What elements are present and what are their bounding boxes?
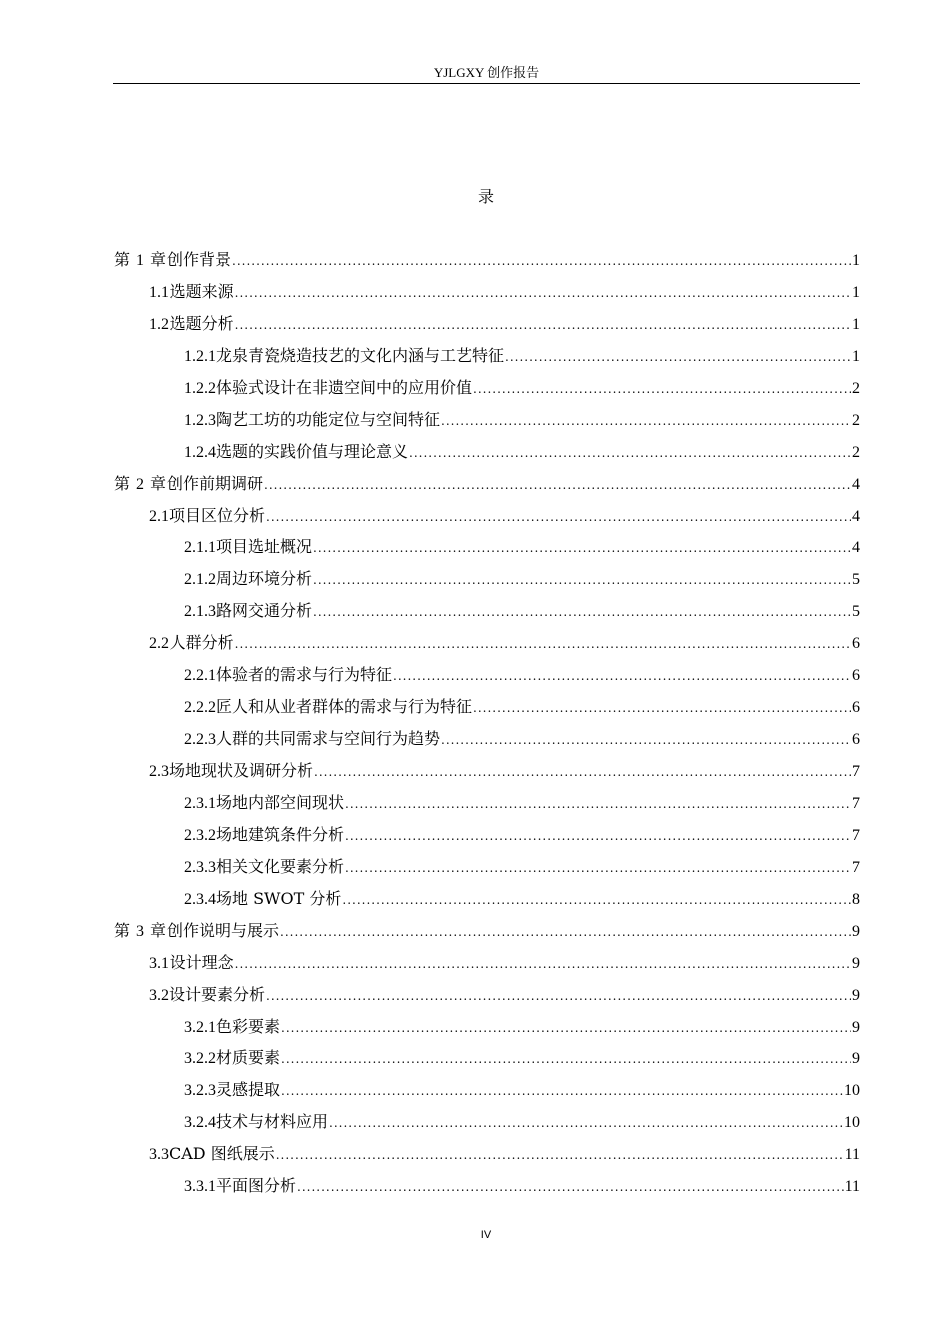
toc-entry-title: 匠人和从业者群体的需求与行为特征: [216, 697, 473, 717]
toc-entry[interactable]: [114, 1011, 860, 1043]
toc-entry[interactable]: [114, 723, 860, 755]
dot-leader: [345, 789, 851, 821]
toc-entry-number: 3.2.1: [184, 1018, 216, 1036]
dot-leader: [345, 821, 851, 853]
toc-entry[interactable]: [114, 244, 860, 276]
toc-entry-number: 2.1.2: [184, 571, 216, 589]
dot-leader: [235, 278, 851, 310]
toc-entry-page: 4: [852, 507, 860, 525]
toc-entry[interactable]: [114, 1042, 860, 1074]
dot-leader: [281, 1076, 843, 1108]
toc-entry-title: 项目选址概况: [216, 537, 313, 557]
toc-entry-page: 1: [852, 347, 860, 365]
toc-entry-title: 场地 SWOT 分析: [216, 888, 342, 908]
toc-entry-title: 创作前期调研: [167, 473, 264, 493]
dot-leader: [441, 406, 851, 438]
toc-entry-title: 相关文化要素分析: [216, 856, 345, 876]
toc-entry-page: 1: [852, 315, 860, 333]
toc-entry-number: 2.2: [149, 635, 169, 653]
toc-entry-title: 创作说明与展示: [167, 920, 280, 940]
dot-leader: [266, 502, 851, 534]
toc-entry-number: 1.2: [149, 315, 169, 333]
toc-entry[interactable]: [114, 468, 860, 500]
toc-entry-page: 1: [852, 283, 860, 301]
toc-entry-page: 2: [852, 443, 860, 461]
page-number-footer: IV: [480, 1229, 492, 1241]
toc-entry-page: 7: [852, 826, 860, 844]
toc-entry[interactable]: [114, 755, 860, 787]
dot-leader: [473, 693, 851, 725]
toc-entry-page: 9: [852, 1050, 860, 1068]
toc-entry-number: 2.3.3: [184, 858, 216, 876]
toc-entry[interactable]: [114, 659, 860, 691]
toc-entry-number: 2.3: [149, 763, 169, 780]
toc-entry-page: 1: [852, 252, 860, 269]
dot-leader: [280, 917, 851, 949]
toc-entry-title: 项目区位分析: [169, 505, 266, 525]
toc-entry[interactable]: [114, 563, 860, 595]
toc-entry-page: 5: [852, 603, 860, 621]
toc-entry[interactable]: [114, 404, 860, 436]
dot-leader: [313, 565, 851, 597]
toc-entry-number: 1.2.2: [184, 379, 216, 397]
toc-entry-title: 龙泉青瓷烧造技艺的文化内涵与工艺特征: [216, 345, 505, 365]
toc-entry[interactable]: [114, 819, 860, 851]
toc-entry-number: 1.2.3: [184, 411, 216, 429]
toc-entry[interactable]: [114, 787, 860, 819]
toc-entry-page: 10: [844, 1114, 860, 1132]
toc-entry-page: 2: [852, 411, 860, 429]
toc-entry-number: 第 1 章: [114, 252, 168, 269]
toc-entry-title: 周边环境分析: [216, 569, 313, 589]
toc-entry[interactable]: [114, 851, 860, 883]
toc-entry[interactable]: [114, 1138, 860, 1170]
page-header: YJLGXY 创作报告: [433, 65, 540, 80]
dot-leader: [342, 885, 851, 917]
toc-entry[interactable]: [114, 883, 860, 915]
toc-entry-title: 场地现状及调研分析: [169, 761, 314, 780]
toc-entry[interactable]: [114, 340, 860, 372]
dot-leader: [393, 661, 851, 693]
toc-entry-number: 第 2 章: [114, 475, 168, 493]
toc-entry-number: 3.2.2: [184, 1050, 216, 1068]
toc-entry-number: 2.2.1: [184, 667, 216, 685]
toc-entry[interactable]: [114, 531, 860, 563]
header-divider: [113, 83, 860, 84]
toc-entry-number: 1.2.1: [184, 347, 216, 365]
toc-entry-number: 3.3.1: [184, 1178, 216, 1196]
toc-entry-number: 1.1: [149, 283, 169, 301]
toc-entry-title: 人群的共同需求与空间行为趋势: [216, 729, 441, 749]
dot-leader: [505, 342, 851, 374]
dot-leader: [314, 757, 851, 789]
dot-leader: [235, 949, 851, 981]
toc-entry[interactable]: [114, 1074, 860, 1106]
toc-entry-number: 2.1.3: [184, 603, 216, 621]
toc-entry-page: 10: [844, 1082, 860, 1100]
toc-entry[interactable]: [114, 979, 860, 1011]
toc-entry-title: 人群分析: [169, 633, 234, 653]
toc-entry[interactable]: [114, 595, 860, 627]
dot-leader: [232, 246, 851, 278]
toc-entry-number: 2.3.1: [184, 794, 216, 812]
toc-entry-page: 7: [852, 858, 860, 876]
toc-entry-title: 平面图分析: [216, 1176, 297, 1196]
toc-entry-number: 2.1.1: [184, 539, 216, 557]
toc-entry-title: 材质要素: [216, 1048, 281, 1068]
dot-leader: [266, 981, 851, 1013]
dot-leader: [345, 853, 851, 885]
toc-entry-page: 8: [852, 890, 860, 908]
dot-leader: [235, 310, 851, 342]
toc-entry-title: 场地内部空间现状: [216, 792, 345, 812]
toc-entry-page: 2: [852, 379, 860, 397]
toc-entry-page: 7: [852, 794, 860, 812]
toc-entry-number: 2.2.2: [184, 699, 216, 717]
toc-entry-number: 3.1: [149, 954, 169, 972]
toc-entry-page: 9: [852, 986, 860, 1004]
toc-entry-title: 体验式设计在非遗空间中的应用价值: [216, 377, 473, 397]
toc-entry-page: 4: [852, 539, 860, 557]
toc-entry-number: 2.3.2: [184, 826, 216, 844]
toc-entry-number: 3.2: [149, 986, 169, 1004]
toc-entry-title: 设计理念: [169, 952, 234, 972]
toc-entry-title: CAD 图纸展示: [169, 1144, 275, 1164]
toc-entry-title: 体验者的需求与行为特征: [216, 665, 393, 685]
toc-entry[interactable]: [114, 500, 860, 532]
dot-leader: [313, 597, 851, 629]
toc-entry-number: 3.2.4: [184, 1114, 216, 1132]
dot-leader: [281, 1013, 851, 1045]
toc-entry-page: 5: [852, 571, 860, 589]
toc-entry-number: 2.2.3: [184, 731, 216, 749]
dot-leader: [235, 629, 851, 661]
dot-leader: [313, 533, 851, 565]
toc-entry-title: 创作背景: [167, 250, 232, 269]
toc-entry[interactable]: [114, 691, 860, 723]
toc-entry[interactable]: [114, 436, 860, 468]
toc-entry-title: 场地建筑条件分析: [216, 824, 345, 844]
table-of-contents: [114, 244, 860, 1202]
dot-leader: [329, 1108, 843, 1140]
toc-entry-title: 选题来源: [169, 281, 234, 301]
toc-entry-number: 2.1: [149, 507, 169, 525]
toc-entry-page: 11: [844, 1178, 860, 1196]
dot-leader: [276, 1140, 844, 1172]
dot-leader: [297, 1172, 844, 1204]
toc-entry[interactable]: [114, 308, 860, 340]
dot-leader: [409, 438, 851, 470]
toc-entry-number: 1.2.4: [184, 443, 216, 461]
dot-leader: [281, 1044, 851, 1076]
toc-entry-page: 6: [852, 667, 860, 685]
toc-entry-title: 选题的实践价值与理论意义: [216, 441, 409, 461]
toc-entry-number: 3.3: [149, 1146, 169, 1164]
toc-entry-page: 6: [852, 699, 860, 717]
toc-entry-page: 11: [844, 1146, 860, 1164]
toc-entry[interactable]: [114, 1170, 860, 1202]
dot-leader: [264, 470, 851, 502]
toc-entry-page: 9: [852, 922, 860, 940]
toc-entry-number: 3.2.3: [184, 1082, 216, 1100]
toc-entry-page: 6: [852, 635, 860, 653]
toc-entry-page: 9: [852, 954, 860, 972]
toc-entry-title: 设计要素分析: [169, 984, 266, 1004]
toc-entry-title: 路网交通分析: [216, 601, 313, 621]
toc-entry-page: 6: [852, 731, 860, 749]
toc-entry-title: 技术与材料应用: [216, 1112, 329, 1132]
toc-entry-title: 选题分析: [169, 313, 234, 333]
toc-heading: 录: [477, 187, 494, 206]
dot-leader: [441, 725, 851, 757]
toc-entry[interactable]: [114, 947, 860, 979]
toc-entry[interactable]: [114, 372, 860, 404]
toc-entry[interactable]: [114, 915, 860, 947]
toc-entry[interactable]: [114, 276, 860, 308]
toc-entry[interactable]: [114, 627, 860, 659]
dot-leader: [473, 374, 851, 406]
toc-entry-title: 灵感提取: [216, 1080, 281, 1100]
toc-entry-number: 2.3.4: [184, 890, 216, 908]
toc-entry-page: 7: [852, 763, 860, 780]
toc-entry-title: 色彩要素: [216, 1016, 281, 1036]
toc-entry-number: 第 3 章: [114, 922, 168, 940]
toc-entry-title: 陶艺工坊的功能定位与空间特征: [216, 409, 441, 429]
toc-entry-page: 9: [852, 1018, 860, 1036]
toc-entry-page: 4: [852, 475, 860, 493]
toc-entry[interactable]: [114, 1106, 860, 1138]
